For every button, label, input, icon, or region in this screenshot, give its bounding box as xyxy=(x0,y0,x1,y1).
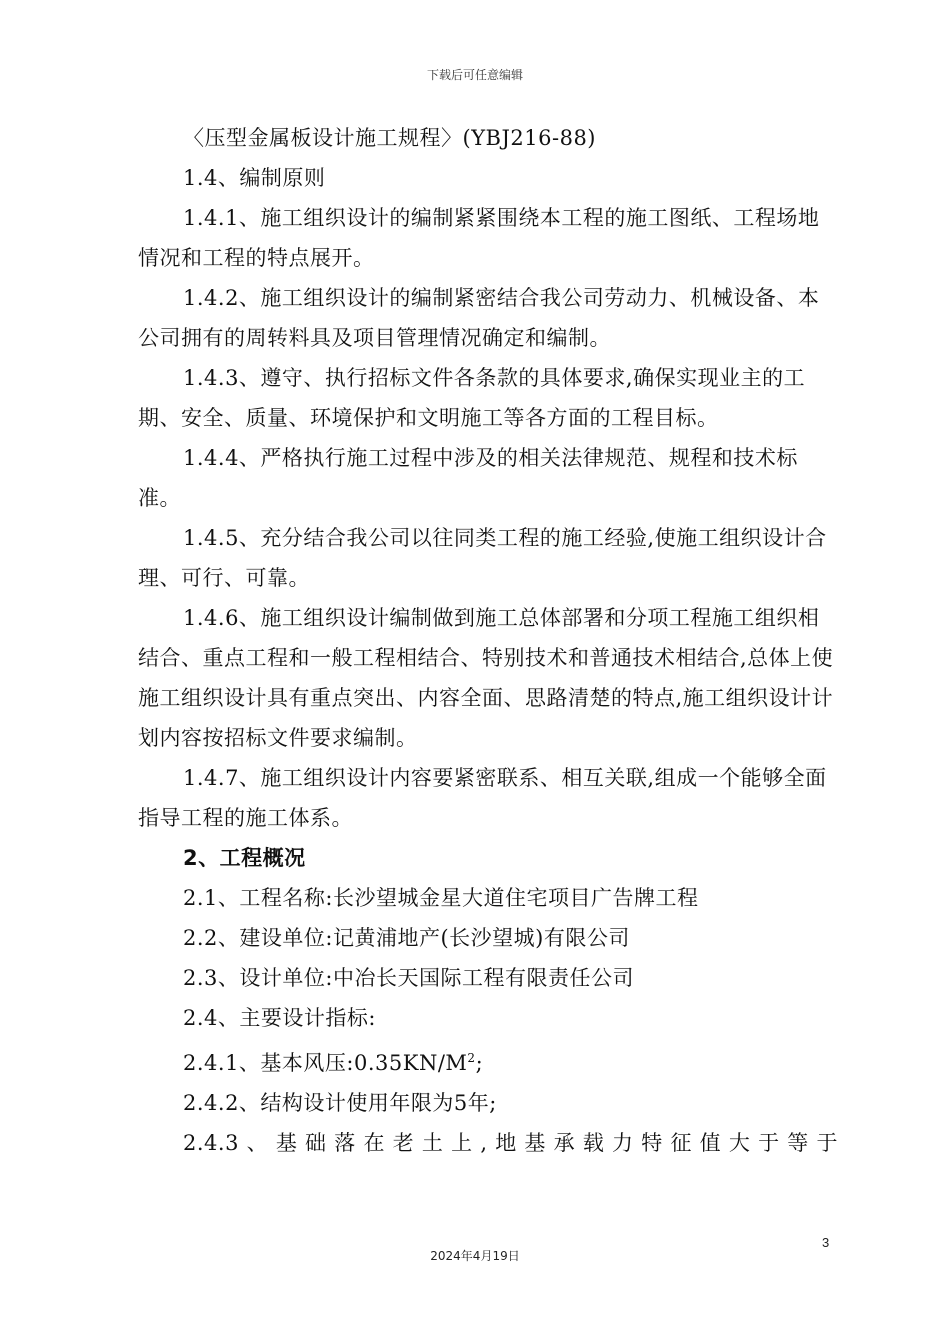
page-footer-date: 2024年4月19日 xyxy=(430,1249,520,1263)
paragraph-2-2: 2.2、建设单位:记黄浦地产(长沙望城)有限公司 xyxy=(183,926,630,950)
paragraph-standard-reference: 〈压型金属板设计施工规程〉(YBJ216-88) xyxy=(183,126,596,150)
paragraph-2-1: 2.1、工程名称:长沙望城金星大道住宅项目广告牌工程 xyxy=(183,886,699,910)
paragraph-1-4-3: 1.4.3、遵守、执行招标文件各条款的具体要求,确保实现业主的工期、安全、质量、环境保护和文明施工等各方面的工程目标。 xyxy=(138,366,806,430)
paragraph-2-4-1-suffix: ; xyxy=(475,1051,484,1075)
paragraph-2-4: 2.4、主要设计指标: xyxy=(183,1006,376,1030)
section-heading-1-4: 1.4、编制原则 xyxy=(183,166,326,190)
page-number: 3 xyxy=(822,1235,830,1250)
paragraph-1-4-1: 1.4.1、施工组织设计的编制紧紧围绕本工程的施工图纸、工程场地情况和工程的特点展开。 xyxy=(138,206,820,270)
paragraph-1-4-2: 1.4.2、施工组织设计的编制紧密结合我公司劳动力、机械设备、本公司拥有的周转料具及项目管理情况确定和编制。 xyxy=(138,286,820,350)
page-header: 下载后可任意编辑 xyxy=(426,68,523,82)
paragraph-2-3: 2.3、设计单位:中冶长天国际工程有限责任公司 xyxy=(183,966,634,990)
paragraph-2-4-3: 2.4.3、基础落在老土上,地基承载力特征值大于等于 xyxy=(183,1131,838,1155)
paragraph-2-4-1 xyxy=(138,1038,838,1083)
paragraph-1-4-7: 1.4.7、施工组织设计内容要紧密联系、相互关联,组成一个能够全面指导工程的施工体系。 xyxy=(138,766,827,830)
paragraph-2-4-2: 2.4.2、结构设计使用年限为5年; xyxy=(183,1091,497,1115)
document-body xyxy=(138,118,838,1163)
paragraph-2-4-1-text: 2.4.1、基本风压:0.35KN/M xyxy=(183,1051,468,1075)
paragraph-1-4-5: 1.4.5、充分结合我公司以往同类工程的施工经验,使施工组织设计合理、可行、可靠。 xyxy=(138,526,827,590)
paragraph-1-4-4: 1.4.4、严格执行施工过程中涉及的相关法律规范、规程和技术标准。 xyxy=(138,446,798,510)
section-heading-2: 2、工程概况 xyxy=(183,846,306,870)
paragraph-1-4-6: 1.4.6、施工组织设计编制做到施工总体部署和分项工程施工组织相结合、重点工程和一般工程相结合、特别技术和普通技术相结合,总体上使施工组织设计具有重点突出、内容全面、思路清楚的特点,施工组织设计计划内容按招标文件要求编制。 xyxy=(138,606,834,750)
superscript-2: 2 xyxy=(467,1051,476,1065)
